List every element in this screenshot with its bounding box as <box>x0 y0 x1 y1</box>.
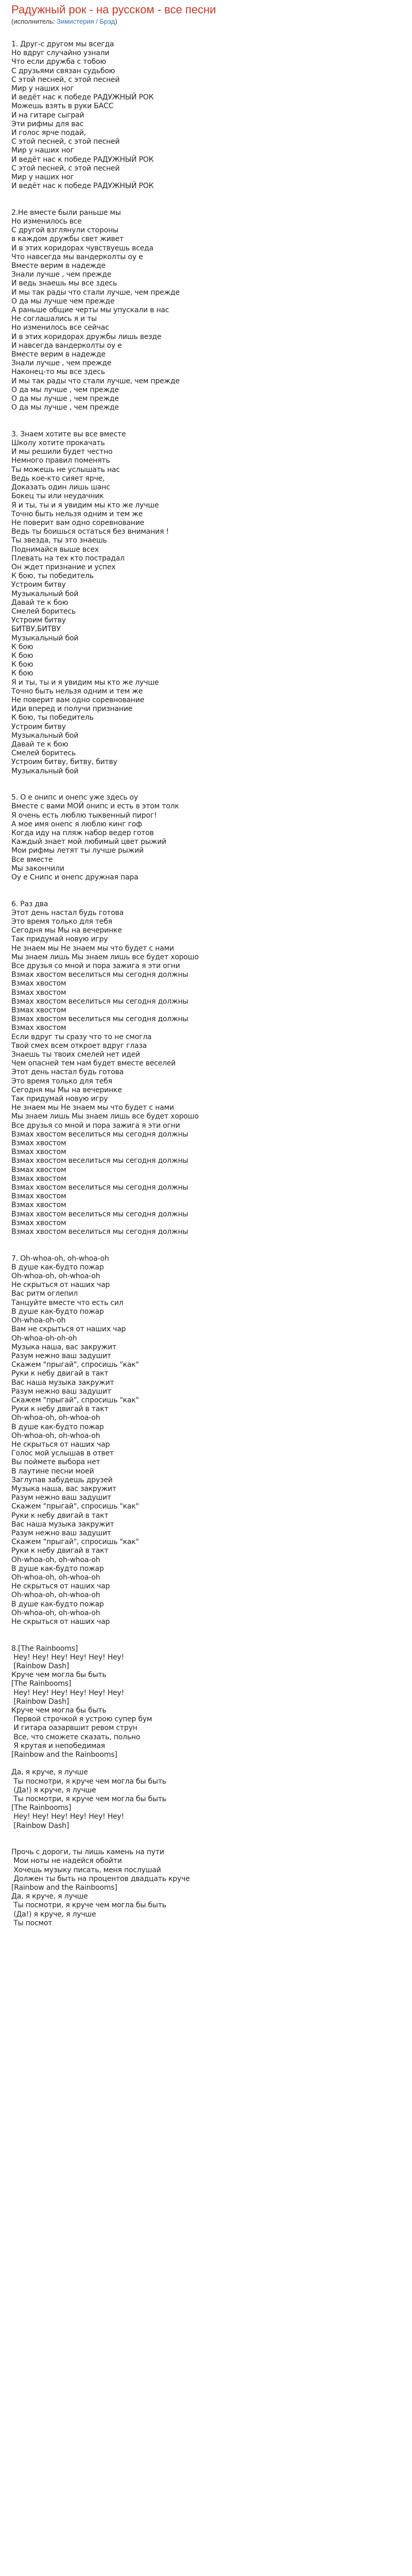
lyric-line: Мы знаем лишь Мы знаем лишь все будет хорошо <box>11 1112 199 1121</box>
lyric-line: БИТВУ,БИТВУ <box>11 625 61 634</box>
lyric-line: С этой песней, с этой песней <box>11 138 120 146</box>
lyric-line: Не знаем мы Не знаем мы что будет с нами <box>11 1104 174 1112</box>
lyric-line: Hey! Hey! Hey! Hey! Hey! Hey! <box>11 1688 124 1697</box>
artist-byline <box>11 18 401 26</box>
lyric-line: О да мы лучше , чем прежде <box>11 385 119 394</box>
lyric-line: Ведь ты боишься остаться без внимания ! <box>11 528 169 536</box>
lyric-line: Все вместе <box>11 855 53 864</box>
lyric-line: Взмах хвостом <box>11 1165 66 1174</box>
lyric-line: Руки к небу двигай в такт <box>11 1547 109 1555</box>
lyric-line: Не скрыться от наших чар <box>11 1281 110 1290</box>
lyric-line: Этот день настал будь готова <box>11 908 124 917</box>
lyric-line: И на гитаре сыграй <box>11 111 84 120</box>
lyric-line: Точно быть нельзя одним и тем же <box>11 510 143 518</box>
lyric-line: Oh-whoa-oh-oh-oh <box>11 1334 77 1343</box>
lyric-line: Все друзья со мной и пора зажига я эти огни <box>11 1121 180 1130</box>
lyric-line: Это время только для тебя <box>11 1077 112 1086</box>
lyric-line: Иди вперед и получи признание <box>11 705 133 714</box>
lyric-line: Да, я круче, я лучше <box>11 1768 88 1777</box>
lyric-line: А мое имя онепс я люблю кинг гоф <box>11 820 142 828</box>
lyric-line: Музыкальный бой <box>11 589 79 598</box>
lyric-line: Заглупав забудешь друзей <box>11 1476 113 1484</box>
lyric-line: Знаешь ты твоих смелей нет идей <box>11 1050 140 1059</box>
lyric-line: В душе как-будто пожар <box>11 1307 104 1316</box>
lyric-line: Взмах хвостом <box>11 1006 66 1015</box>
lyric-line: Устроим битву, битву, битву <box>11 758 117 767</box>
lyric-line: Танцуйте вместе что есть сил <box>11 1298 124 1307</box>
lyric-line: Мир у наших ног <box>11 84 74 93</box>
lyric-line: Oh-whoa-oh, oh-whoa-oh <box>11 1591 100 1600</box>
lyric-line: И навсегда вандерколты оу е <box>11 341 122 350</box>
lyric-line: Oh-whoa-oh, oh-whoa-oh <box>11 1272 100 1281</box>
lyric-line: Взмах хвостом веселиться мы сегодня должны <box>11 1210 188 1218</box>
lyric-line: Вас наша музыка закружит <box>11 1378 114 1387</box>
lyric-line: О да мы лучше , чем прежде <box>11 403 119 412</box>
lyric-blank-line <box>11 191 401 199</box>
lyric-line: Мои ноты не надейся обойти <box>11 1857 122 1866</box>
lyric-blank-line <box>11 785 401 793</box>
lyric-line: Oh-whoa-oh, oh-whoa-oh <box>11 1608 100 1617</box>
lyric-line: Знали лучше , чем прежде <box>11 270 112 279</box>
lyric-line: Давай те к бою <box>11 598 68 607</box>
lyric-blank-line <box>11 1626 401 1635</box>
lyric-line: Но изменилось все <box>11 217 82 226</box>
lyric-line: Ты можешь не услышать нас <box>11 465 120 474</box>
lyric-line: Hey! Hey! Hey! Hey! Hey! Hey! <box>11 1812 124 1821</box>
lyric-line: И мы так рады что стали лучше, чем прежде <box>11 377 180 385</box>
lyric-line: К бою <box>11 669 33 678</box>
lyric-blank-line <box>11 1635 401 1644</box>
lyric-line: В душе как-будто пожар <box>11 1422 104 1431</box>
lyric-line: А раньше общие черты мы упускали в нас <box>11 306 169 315</box>
lyric-line: Скажем "прыгай", спросишь "как" <box>11 1502 139 1511</box>
lyric-line: Руки к небу двигай в такт <box>11 1511 109 1520</box>
lyric-line: Немного правил поменять <box>11 456 110 465</box>
lyric-line: К бою <box>11 651 33 660</box>
lyric-line: 2.Не вместе были раньше мы <box>11 208 121 217</box>
lyric-line: Если вдруг ты сразу что то не смогла <box>11 1032 152 1041</box>
lyric-line: Так придумай новую игру <box>11 935 108 944</box>
lyric-line: Но изменилось все сейчас <box>11 324 109 332</box>
lyric-line: Наконец-то мы все здесь <box>11 368 105 377</box>
lyric-line: Когда иду на пляж набор ведер готов <box>11 828 154 837</box>
lyric-line: 8.[The Rainbooms] <box>11 1644 78 1653</box>
lyric-line: Взмах хвостом веселиться мы сегодня должны <box>11 971 188 979</box>
lyric-blank-line <box>11 421 401 430</box>
lyric-line: Взмах хвостом <box>11 1174 66 1183</box>
lyric-line: Руки к небу двигай в такт <box>11 1405 109 1414</box>
lyric-line: Вам не скрыться от наших чар <box>11 1325 126 1334</box>
lyric-line: Oh-whoa-oh, oh-whoa-oh <box>11 1414 100 1422</box>
lyric-line: Давай те к бою <box>11 740 68 749</box>
lyric-line: Не соглашались я и ты <box>11 315 97 324</box>
lyric-line: Бокец ты или неудачник <box>11 492 104 501</box>
lyric-blank-line <box>11 776 401 785</box>
lyric-line: Мои рифмы летят ты лучше рыжий <box>11 846 144 855</box>
lyric-line: Что если дружба с тобою <box>11 58 106 66</box>
lyric-line: Круче чем могла бы быть <box>11 1671 107 1680</box>
lyric-line: Ты посмотри, я круче чем могла бы быть <box>11 1795 166 1804</box>
lyric-line: Взмах хвостом веселиться мы сегодня должны <box>11 997 188 1006</box>
lyric-line: Голос мой услышав в ответ <box>11 1449 114 1458</box>
lyric-line: Oh-whoa-oh, oh-whoa-oh <box>11 1431 100 1440</box>
lyric-line: Музыкальный бой <box>11 634 79 642</box>
lyric-line: О да мы лучше , чем прежде <box>11 395 119 403</box>
lyric-line: Сегодня мы Мы на вечеринке <box>11 1086 122 1094</box>
lyric-line: Oh-whoa-oh-oh <box>11 1316 66 1325</box>
lyric-line: Не знаем мы Не знаем мы что будет с нами <box>11 944 174 953</box>
lyric-line: Школу хотите прокачать <box>11 439 105 448</box>
lyric-line: В душе как-будто пожар <box>11 1564 104 1573</box>
lyric-blank-line <box>11 413 401 421</box>
lyric-line: 6. Раз два <box>11 900 48 908</box>
lyric-line: Мир у наших ног <box>11 146 74 155</box>
lyric-line: Вместе верим в надежде <box>11 262 106 270</box>
lyric-line: [The Rainbooms] <box>11 1804 72 1812</box>
lyric-line: Взмах хвостом <box>11 1192 66 1201</box>
lyric-line: В душе как-будто пожар <box>11 1600 104 1608</box>
lyric-line: Музыкальный бой <box>11 767 79 775</box>
lyric-line: И мы так рады что стали лучше, чем прежде <box>11 288 180 297</box>
lyric-line: Все, что сможете сказать, польно <box>11 1733 141 1741</box>
lyric-line: К бою <box>11 642 33 651</box>
lyric-line: Устроим битву <box>11 581 66 589</box>
artist-prefix: (исполнитель: <box>11 18 57 25</box>
lyric-line: 5. О е онипс и онепс уже здесь оу <box>11 793 138 802</box>
page-title: Радужный рок - на русском - все песни <box>11 3 216 16</box>
lyric-line: Взмах хвостом веселиться мы сегодня должны <box>11 1015 188 1024</box>
lyric-line: в каждом дружбы свет живет <box>11 235 124 244</box>
lyric-line: Смелей боритесь <box>11 749 76 758</box>
lyric-line: Взмах хвостом <box>11 1024 66 1032</box>
lyric-line: Я и ты, ты и я увидим мы кто же лучше <box>11 501 159 510</box>
artist-link[interactable]: Зимистерия / Брэд <box>57 18 115 25</box>
lyric-line: [The Rainbooms] <box>11 1680 72 1688</box>
lyric-line: 3. Знаем хотите вы все вместе <box>11 430 126 438</box>
lyric-line: Разум нежно ваш задушит <box>11 1387 111 1396</box>
lyric-line: Ведь кое-кто сияет ярче, <box>11 474 105 483</box>
lyric-blank-line <box>11 1236 401 1245</box>
lyric-line: Вас ритм оглепил <box>11 1290 78 1298</box>
lyric-line: Не скрыться от наших чар <box>11 1618 110 1626</box>
lyric-line: Он ждет признание и успех <box>11 563 116 571</box>
lyric-line: Я очень есть люблю тыквенный пирог! <box>11 811 157 820</box>
lyric-line: Руки к небу двигай в такт <box>11 1369 109 1378</box>
lyric-line: Взмах хвостом веселиться мы сегодня должны <box>11 1130 188 1139</box>
lyric-line: 7. Oh-whoa-oh, oh-whoa-oh <box>11 1254 109 1263</box>
lyric-line: Взмах хвостом веселиться мы сегодня должны <box>11 1228 188 1236</box>
lyric-line: Музыка наша, вас закружит <box>11 1343 116 1351</box>
lyric-blank-line <box>11 882 401 891</box>
lyric-line: Я крутая и непобедимая <box>11 1741 105 1750</box>
lyric-line: Ты посмотри, я круче чем могла бы быть <box>11 1777 166 1786</box>
lyric-line: И ведь знаешь мы все здесь <box>11 279 117 288</box>
lyric-line: Первой строчкой я устрою супер бум <box>11 1715 152 1724</box>
lyric-blank-line <box>11 1759 401 1768</box>
lyric-line: 1. Друг-с другом мы всегда <box>11 40 114 48</box>
lyric-line: Знали лучше , чем прежде <box>11 359 112 368</box>
lyric-line: [Rainbow Dash] <box>11 1821 70 1830</box>
lyric-line: Прочь с дороги, ты лишь камень на пути <box>11 1848 164 1857</box>
lyric-line: Разум нежно ваш задушит <box>11 1529 111 1537</box>
lyric-line: К бою <box>11 660 33 669</box>
lyric-blank-line <box>11 200 401 209</box>
lyric-line: Hey! Hey! Hey! Hey! Hey! Hey! <box>11 1653 124 1662</box>
lyric-line: Музыка наша, вас закружит <box>11 1484 116 1493</box>
lyric-line: [Rainbow and the Rainbooms] <box>11 1884 117 1892</box>
lyric-line: Сегодня мы Мы на вечеринке <box>11 926 122 935</box>
lyric-line: Взмах хвостом <box>11 1139 66 1148</box>
lyric-line: Взмах хвостом веселиться мы сегодня должны <box>11 1157 188 1165</box>
lyric-line: И голос ярче подай, <box>11 129 86 138</box>
lyric-line: Все друзья со мной и пора зажига я эти огни <box>11 962 180 970</box>
lyric-line: Плевать на тех кто пострадал <box>11 554 125 563</box>
lyric-line: Оу е Снипс и онепс дружная пара <box>11 873 139 882</box>
lyric-line: Смелей боритесь <box>11 607 76 616</box>
lyric-line: Разум нежно ваш задушит <box>11 1351 111 1360</box>
lyric-line: Поднимайся выше всех <box>11 545 99 554</box>
lyric-line: Мы закончили <box>11 864 64 873</box>
lyric-line: Вы поймете выбора нет <box>11 1458 100 1467</box>
lyric-line: Хочешь музыку писать, меня послушай <box>11 1866 161 1874</box>
lyric-blank-line <box>11 1839 401 1848</box>
lyric-line: И ведёт нас к победе РАДУЖНЫЙ РОК <box>11 182 154 191</box>
lyric-line: Что навсегда мы вандерколты оу е <box>11 252 143 261</box>
lyric-line: [Rainbow Dash] <box>11 1662 70 1670</box>
lyric-line: Взмах хвостом <box>11 988 66 997</box>
lyric-line: Можешь взять в руки БАСС <box>11 102 114 111</box>
lyric-line: Скажем "прыгай", спросишь "как" <box>11 1396 139 1404</box>
lyric-line: Этот день настал будь готова <box>11 1068 124 1077</box>
lyric-blank-line <box>11 891 401 900</box>
lyric-line: Взмах хвостом веселиться мы сегодня должны <box>11 1183 188 1192</box>
lyric-line: Музыкальный бой <box>11 731 79 740</box>
lyric-line: В лаутине песни моей <box>11 1467 94 1476</box>
lyric-line: С друзьями связан судьбою <box>11 66 115 75</box>
lyric-line: (Да!) я круче, я лучше <box>11 1786 96 1794</box>
lyric-line: Мир у наших ног <box>11 173 74 182</box>
artist-suffix: ) <box>115 18 117 25</box>
lyric-line: Скажем "прыгай", спросишь "как" <box>11 1361 139 1369</box>
lyric-line: Скажем "прыгай", спросишь "как" <box>11 1538 139 1547</box>
lyric-line: Я и ты, ты и я увидим мы кто же лучше <box>11 678 159 687</box>
lyric-line: С другой взглянули стороны <box>11 226 118 235</box>
lyric-line: Круче чем могла бы быть <box>11 1706 107 1715</box>
lyric-line: Это время только для тебя <box>11 917 112 926</box>
lyric-line: И ведёт нас к победе РАДУЖНЫЙ РОК <box>11 93 154 102</box>
lyric-line: Точно быть нельзя одним и тем же <box>11 687 143 696</box>
lyric-line: Каждый знает мой любимый цвет рыжий <box>11 838 166 846</box>
lyric-line: К бою, ты победитель <box>11 714 94 722</box>
lyric-line: Мы знаем лишь Мы знаем лишь все будет хорошо <box>11 953 199 961</box>
lyric-line: И мы решили будет честно <box>11 448 113 456</box>
lyric-line: Взмах хвостом <box>11 1148 66 1157</box>
lyric-line: Ты посмотри, я круче чем могла бы быть <box>11 1901 166 1910</box>
lyric-line: [Rainbow Dash] <box>11 1697 70 1706</box>
lyric-line: Устроим битву <box>11 616 66 625</box>
lyric-line: Доказать один лишь шанс <box>11 483 110 492</box>
lyric-line: Взмах хвостом <box>11 979 66 988</box>
lyric-line: Вас наша музыка закружит <box>11 1520 114 1529</box>
lyric-line: Взмах хвостом <box>11 1201 66 1210</box>
lyric-line: Не скрыться от наших чар <box>11 1582 110 1591</box>
lyric-line: И в этих коридорах чувствуешь вседа <box>11 244 153 252</box>
lyric-line: И ведёт нас к победе РАДУЖНЫЙ РОК <box>11 155 154 164</box>
lyric-line: Oh-whoa-oh, oh-whoa-oh <box>11 1573 100 1582</box>
lyric-line: В душе как-будто пожар <box>11 1263 104 1272</box>
lyric-line: Не поверит вам одно соревнование <box>11 696 145 704</box>
lyric-line: К бою, ты победитель <box>11 572 94 581</box>
lyric-line: [Rainbow and the Rainbooms] <box>11 1751 117 1759</box>
lyric-line: Вместе верим в надежде <box>11 350 106 359</box>
lyric-line: С этой песней, с этой песней <box>11 75 120 84</box>
lyric-line: Да, я круче, я лучше <box>11 1892 88 1901</box>
lyric-blank-line <box>11 1245 401 1254</box>
lyric-line: Вместе с вами МОЙ онипс и есть в этом толк <box>11 802 179 811</box>
lyric-line: С этой песней, с этой песней <box>11 164 120 173</box>
lyric-line: Устроим битву <box>11 722 66 731</box>
lyric-line: (Да!) я круче, я лучше <box>11 1910 96 1919</box>
lyric-line: Эти рифмы для вас <box>11 120 84 128</box>
lyric-line: Ты посмот <box>11 1919 53 1927</box>
lyrics-text <box>11 40 401 1928</box>
lyric-line: Но вдруг случайно узнали <box>11 49 110 58</box>
lyric-line: Ты звезда, ты это знаешь <box>11 536 107 545</box>
lyric-line: О да мы лучше чем прежде <box>11 297 115 306</box>
lyric-line: Взмах хвостом <box>11 1218 66 1227</box>
lyric-line: Так придумай новую игру <box>11 1095 108 1104</box>
lyric-line: И в этих коридорах дружбы лишь везде <box>11 332 162 341</box>
lyric-blank-line <box>11 1831 401 1839</box>
lyric-line: Oh-whoa-oh, oh-whoa-oh <box>11 1555 100 1564</box>
lyric-line: Твой смех всем откроет вдруг глаза <box>11 1041 147 1050</box>
lyric-line: Должен ты быть на процентов двадцать круче <box>11 1874 190 1883</box>
lyric-line: Не поверит вам одно соревнование <box>11 518 145 527</box>
lyric-line: Не скрыться от наших чар <box>11 1440 110 1449</box>
lyric-line: Разум нежно ваш задушит <box>11 1494 111 1502</box>
lyric-line: И гитара оазарвшит ревом струн <box>11 1724 138 1733</box>
lyric-line: Чем опасней тем нам будет вместе веселей <box>11 1059 176 1068</box>
